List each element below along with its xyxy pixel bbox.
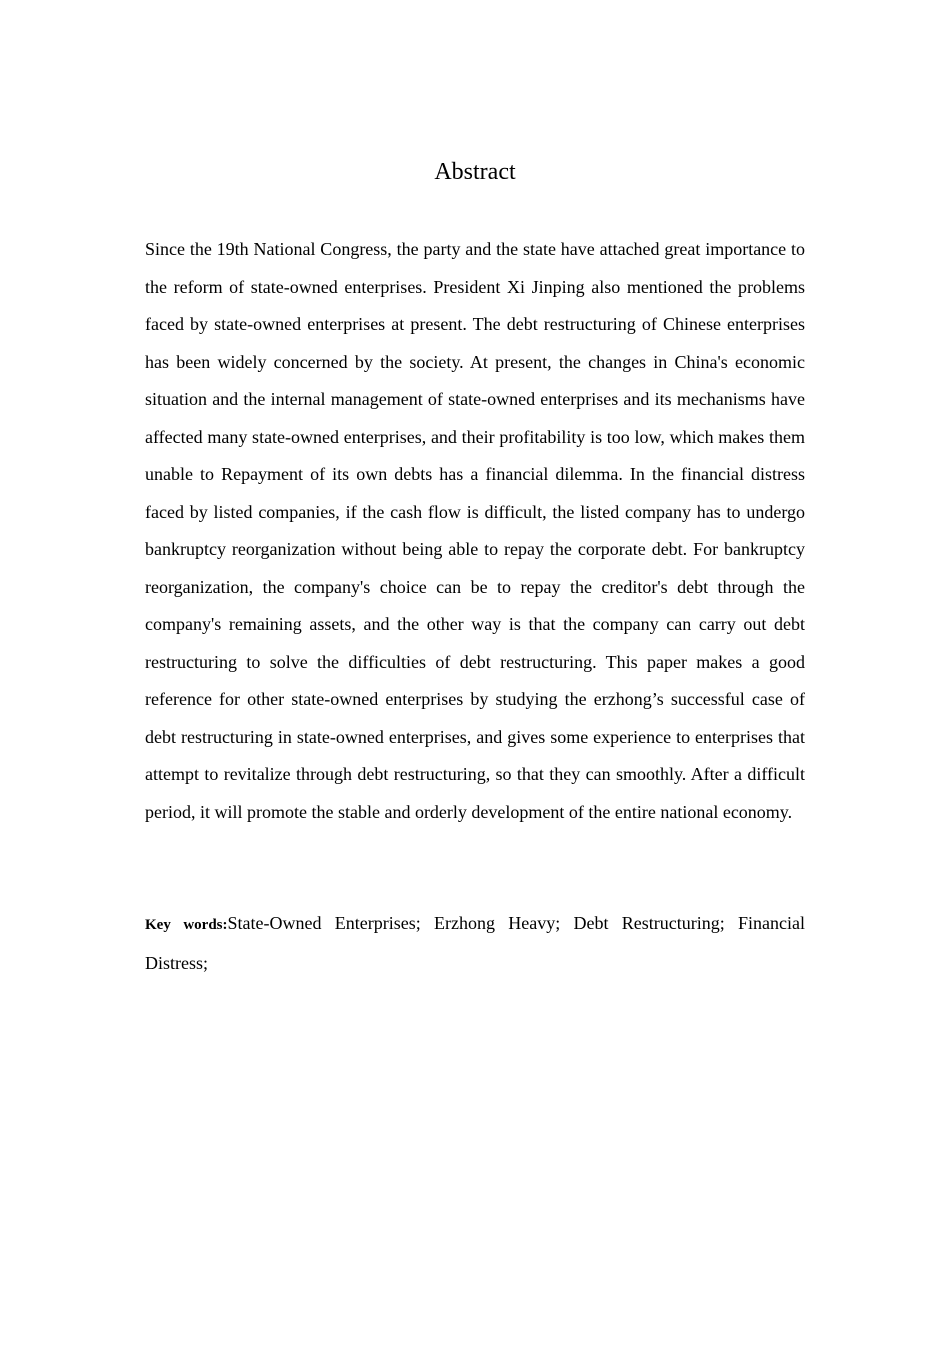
keywords-label: Key words: xyxy=(145,917,228,933)
keywords-line xyxy=(145,905,805,982)
abstract-body: Since the 19th National Congress, the party and the state have attached great importance to the reform of state-owned enterprises. President Xi Jinping also mentioned the problems faced by state-owned enterprises at present. The debt restructuring of Chinese enterprises has been widely concerned by the society. At present, the changes in China's economic situation and the internal management of state-owned enterprises and its mechanisms have affected many state-owned enterprises, and their profitability is too low, which makes them unable to Repayment of its own debts has a financial dilemma. In the financial distress faced by listed companies, if the cash flow is difficult, the listed company has to undergo bankruptcy reorganization without being able to repay the corporate debt. For bankruptcy reorganization, the company's choice can be to repay the creditor's debt through the company's remaining assets, and the other way is that the company can carry out debt restructuring to solve the difficulties of debt restructuring. This paper makes a good reference for other state-owned enterprises by studying the erzhong’s successful case of debt restructuring in state-owned enterprises, and gives some experience to enterprises that attempt to revitalize through debt restructuring, so that they can smoothly. After a difficult period, it will promote the stable and orderly development of the entire national economy. xyxy=(145,239,805,822)
keywords-text: State-Owned Enterprises; Erzhong Heavy; Debt Restructuring; Financial Distress; xyxy=(145,913,805,973)
abstract-title: Abstract xyxy=(434,159,516,185)
